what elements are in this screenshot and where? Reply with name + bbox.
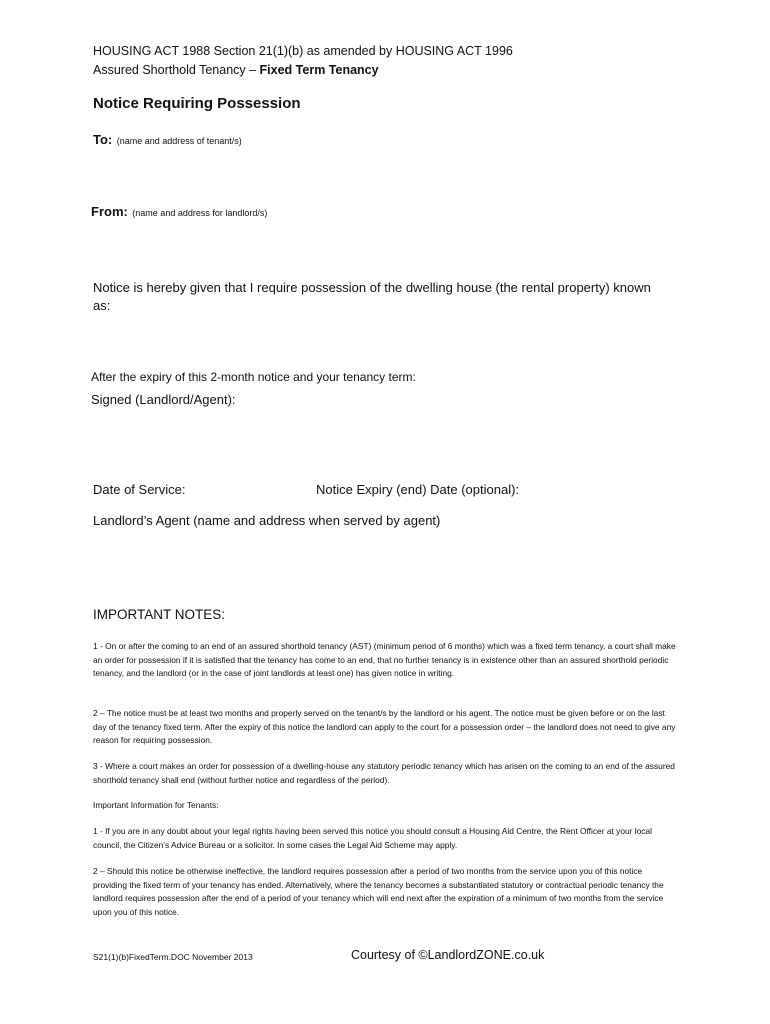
important-notes-heading: IMPORTANT NOTES: xyxy=(93,607,226,622)
note-1: 1 - On or after the coming to an end of an assured shorthold tenancy (AST) (minimum period of 6 months) which was a fixed term tenancy, a court shall make an order for possession if it is satisfied that the tenancy has come to an end, that no further tenancy is in existence other than an assured shorthold periodic tenancy, and the landlord (or in the case of joint landlords at least one) has given notice in writing. xyxy=(93,641,676,679)
header-line-1: HOUSING ACT 1988 Section 21(1)(b) as amended by HOUSING ACT 1996 xyxy=(93,44,513,58)
page-title: Notice Requiring Possession xyxy=(93,95,301,112)
signed-label: Signed (Landlord/Agent): xyxy=(91,392,236,407)
header-line-2 xyxy=(93,61,379,79)
date-of-service-label: Date of Service: xyxy=(93,482,186,497)
tenant-note-1: 1 - If you are in any doubt about your legal rights having been served this notice you should consult a Housing Aid Centre, the Rent Officer at your local council, the Citizen’s Advice Bureau or a solicitor. In some cases the Legal Aid Scheme may apply. xyxy=(93,826,652,850)
expiry-date-label: Notice Expiry (end) Date (optional): xyxy=(316,482,520,497)
to-hint: (name and address of tenant/s) xyxy=(116,136,242,146)
footer-courtesy: Courtesy of ©LandlordZONE.co.uk xyxy=(351,948,545,962)
to-label: To: xyxy=(93,132,113,147)
header-line-2-bold: Fixed Term Tenancy xyxy=(259,63,379,77)
expiry-text: After the expiry of this 2-month notice and your tenancy term: xyxy=(91,370,416,384)
note-3: 3 - Where a court makes an order for possession of a dwelling-house any statutory periodic tenancy which has arisen on the coming to an end of the assured shorthold tenancy shall end (without further notice and regardless of the period). xyxy=(93,761,675,785)
agent-label: Landlord’s Agent (name and address when served by agent) xyxy=(93,513,441,528)
to-field xyxy=(93,131,242,149)
from-field xyxy=(91,203,267,221)
from-label: From: xyxy=(91,204,128,219)
header-line-2-prefix: Assured Shorthold Tenancy – xyxy=(93,63,260,77)
tenants-heading: Important Information for Tenants: xyxy=(93,800,219,810)
tenant-note-2: 2 – Should this notice be otherwise ineffective, the landlord requires possession after a period of two months from the service upon you of this notice providing the fixed term of your tenancy has ended. Alternatively, where the tenancy becomes a substantiated statutory or contractual periodic tenancy the landlord requires possession after the end of a period of your tenancy which will end next after the expiration of a minimum of two months from the service upon you of this notice. xyxy=(93,866,664,917)
footer-doc-ref: S21(1)(b)FixedTerm.DOC November 2013 xyxy=(93,952,253,962)
notice-text: Notice is hereby given that I require possession of the dwelling house (the rental property) known as: xyxy=(93,280,651,313)
from-hint: (name and address for landlord/s) xyxy=(132,208,268,218)
note-2: 2 – The notice must be at least two months and properly served on the tenant/s by the landlord or his agent. The notice must be given before or on the last day of the tenancy fixed term. After the expiry of this notice the landlord can apply to the court for a possession order – the landlord does not need to give any reason for requiring possession. xyxy=(93,708,676,746)
